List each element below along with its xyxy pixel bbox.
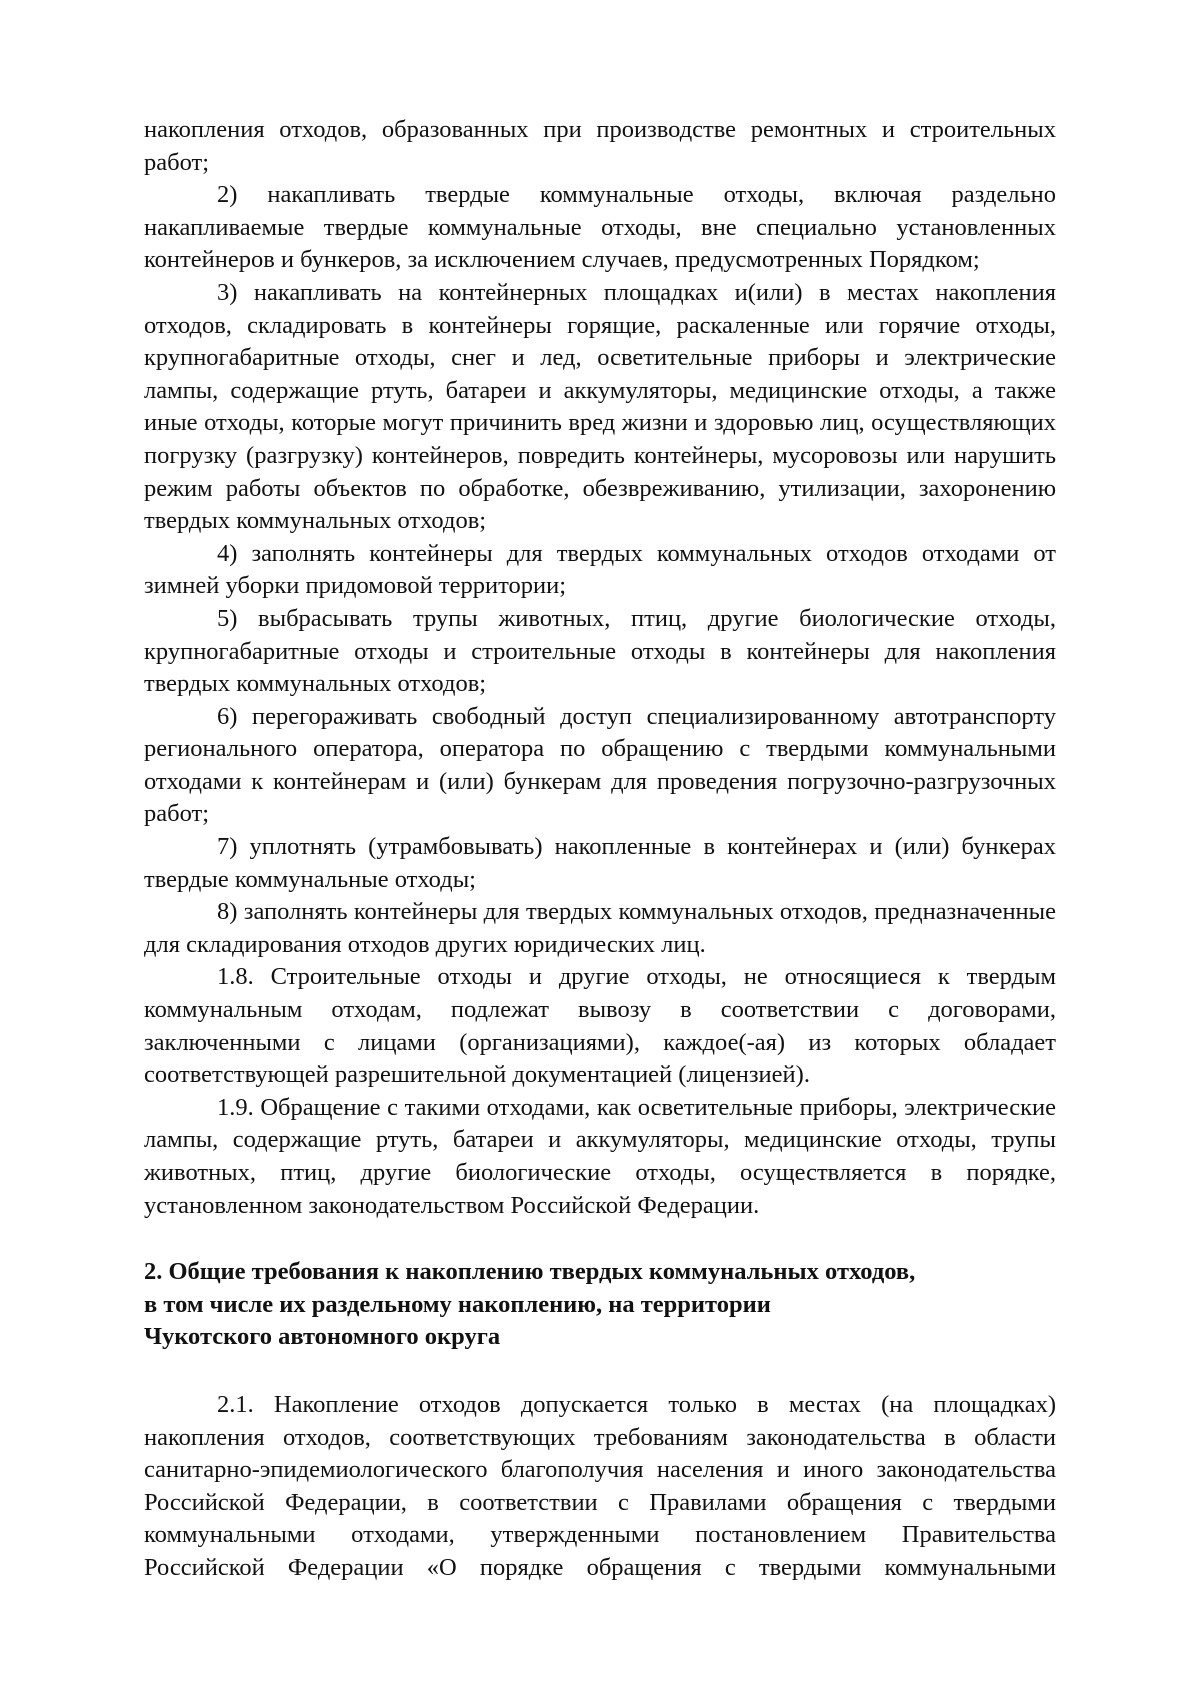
list-item-4: 4) заполнять контейнеры для твердых коммунальных отходов отходами от зимней уборки придомовой территории; bbox=[144, 539, 1056, 600]
list-item-5: 5) выбрасывать трупы животных, птиц, другие биологические отходы, крупногабаритные отходы и строительные отходы в контейнеры для накопления твердых коммунальных отходов; bbox=[144, 604, 1056, 698]
section-heading-line-3: Чукотского автономного округа bbox=[144, 1323, 501, 1351]
paragraph-1-8: 1.8. Строительные отходы и другие отходы, не относящиеся к твердым коммунальным отходам, подлежат вывозу в соответствии с договорами, заключенными с лицами (организациями), каждое(-ая) из которых обладает соответствующей разрешительной документацией (лицензией). bbox=[144, 963, 1056, 1089]
list-item-3: 3) накапливать на контейнерных площадках и(или) в местах накопления отходов, складировать в контейнеры горящие, раскаленные или горячие отходы, крупногабаритные отходы, снег и лед, осветительные приборы и электрические лампы, содержащие ртуть, батареи и аккумуляторы, медицинские отходы, а также иные отходы, которые могут причинить вред жизни и здоровью лиц, осуществляющих погрузку (разгрузку) контейнеров, повредить контейнеры, мусоровозы или нарушить режим работы объектов по обработке, обезвреживанию, утилизации, захоронению твердых коммунальных отходов; bbox=[144, 278, 1056, 535]
document-page bbox=[144, 114, 1056, 1585]
section-heading bbox=[144, 1256, 1056, 1354]
paragraph-continuation: накопления отходов, образованных при производстве ремонтных и строительных работ; bbox=[144, 116, 1056, 176]
list-item-6: 6) перегораживать свободный доступ специализированному автотранспорту регионального оператора, оператора по обращению с твердыми коммунальными отходами к контейнерам и (или) бункерам для проведения погрузочно-разгрузочных работ; bbox=[144, 702, 1056, 828]
section-heading-line-1: 2. Общие требования к накоплению твердых коммунальных отходов, bbox=[144, 1258, 916, 1286]
list-item-7: 7) уплотнять (утрамбовывать) накопленные в контейнерах и (или) бункерах твердые коммунальные отходы; bbox=[144, 833, 1056, 893]
list-item-2: 2) накапливать твердые коммунальные отходы, включая раздельно накапливаемые твердые коммунальные отходы, вне специально установленных контейнеров и бункеров, за исключением случаев, предусмотренных Порядком; bbox=[144, 181, 1056, 274]
section-heading-line-2: в том числе их раздельному накоплению, на территории bbox=[144, 1290, 771, 1318]
paragraph-2-1: 2.1. Накопление отходов допускается только в местах (на площадках) накопления отходов, соответствующих требованиям законодательства в области санитарно-эпидемиологического благополучия населения и иного законодательства Российской Федерации, в соответствии с Правилами обращения с твердыми коммунальными отходами, утвержденными постановлением Правительства Российской Федерации «О порядке обращения с твердыми коммунальными bbox=[144, 1390, 1056, 1581]
paragraph-1-9: 1.9. Обращение с такими отходами, как осветительные приборы, электрические лампы, содержащие ртуть, батареи и аккумуляторы, медицинские отходы, трупы животных, птиц, другие биологические отходы, осуществляется в порядке, установленном законодательством Российской Федерации. bbox=[144, 1093, 1056, 1219]
list-item-8: 8) заполнять контейнеры для твердых коммунальных отходов, предназначенные для складирования отходов других юридических лиц. bbox=[144, 898, 1056, 958]
